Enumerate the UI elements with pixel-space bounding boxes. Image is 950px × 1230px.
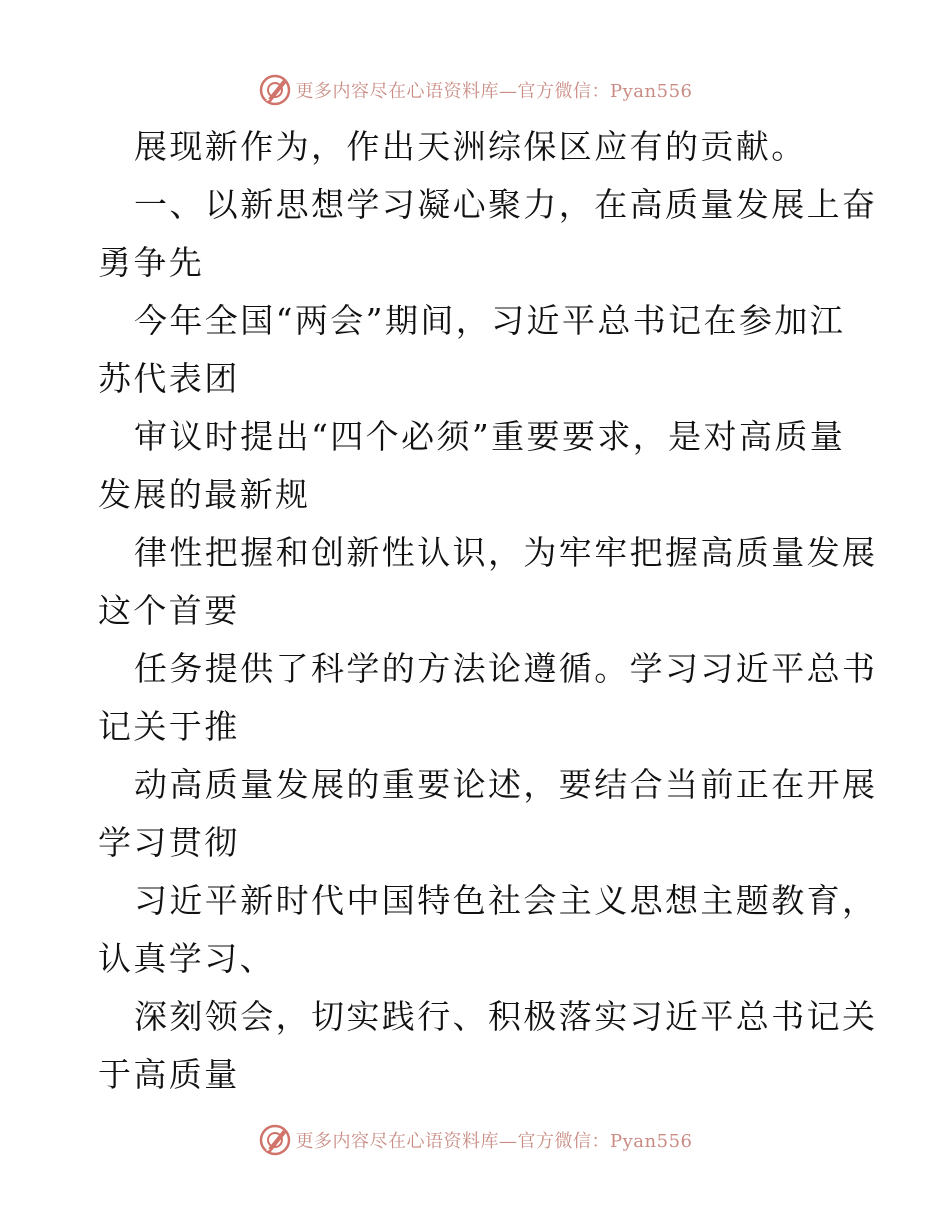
text-line: 今年全国“两会”期间，习近平总书记在参加江: [134, 301, 846, 340]
text-line: 动高质量发展的重要论述，要结合当前正在开展: [134, 765, 878, 804]
text-line: 勇争先: [98, 243, 205, 282]
text-line: 律性把握和创新性认识，为牢牢把握高质量发展: [134, 533, 878, 572]
text-line: 发展的最新规: [98, 475, 311, 514]
text-line: 学习贯彻: [98, 823, 240, 862]
text-line: 认真学习、: [98, 939, 275, 978]
text-line: 一、以新思想学习凝心聚力，在高质量发展上奋: [134, 185, 878, 224]
header-banner: [0, 70, 950, 110]
text-line: 展现新作为，作出天洲综保区应有的贡献。: [134, 127, 807, 166]
text-line: 深刻领会，切实践行、积极落实习近平总书记关: [134, 997, 878, 1036]
banner-text: 更多内容尽在心语资料库—官方微信：Pyan556: [295, 1131, 693, 1152]
text-line: 任务提供了科学的方法论遵循。学习习近平总书: [134, 649, 878, 688]
text-line: 苏代表团: [98, 359, 240, 398]
pen-logo-icon: [258, 1123, 292, 1157]
footer-banner: [0, 1120, 950, 1160]
text-line: 审议时提出“四个必须”重要要求，是对高质量: [134, 417, 846, 456]
text-line: 这个首要: [98, 591, 240, 630]
pen-logo-icon: [258, 73, 292, 107]
banner-text: 更多内容尽在心语资料库—官方微信：Pyan556: [295, 81, 693, 102]
text-line: 于高质量: [98, 1055, 240, 1094]
text-line: 习近平新时代中国特色社会主义思想主题教育，: [134, 881, 878, 920]
document-body: [98, 118, 878, 1104]
text-line: 记关于推: [98, 707, 240, 746]
